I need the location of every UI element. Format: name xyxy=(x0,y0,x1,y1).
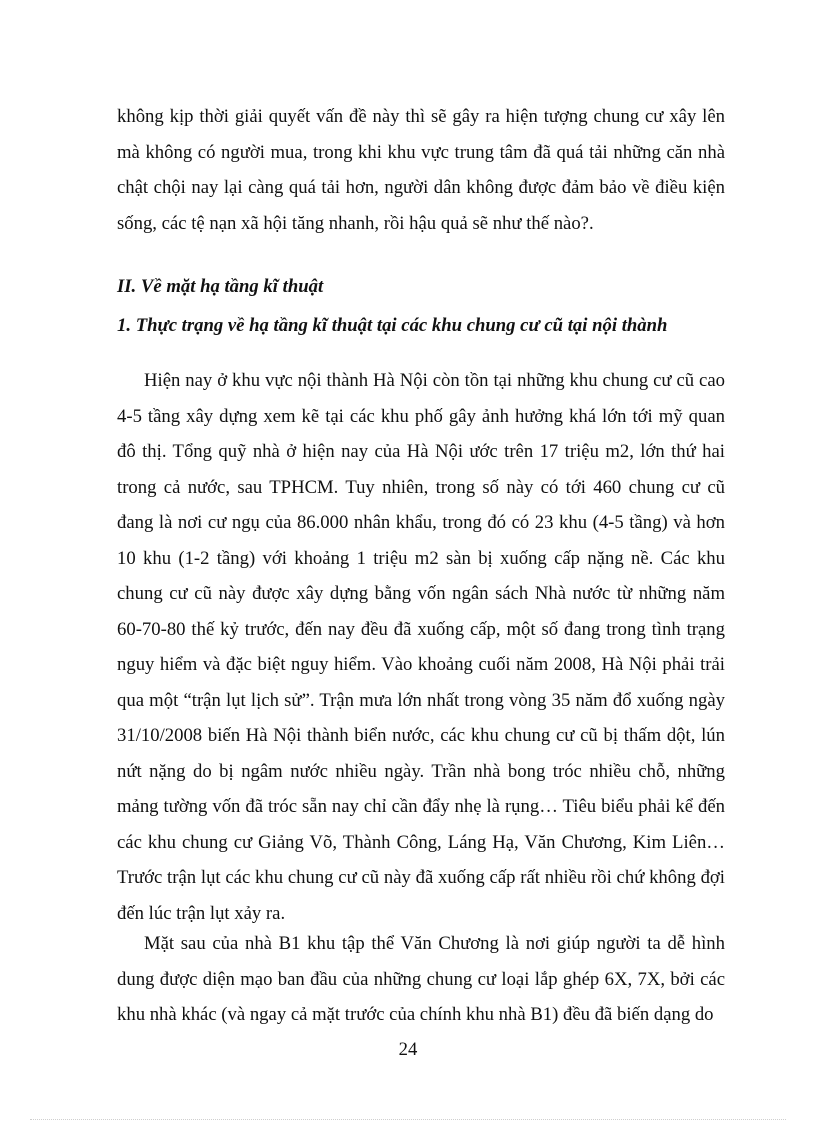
page-bottom-divider xyxy=(30,1119,786,1120)
subsection-heading: 1. Thực trạng về hạ tầng kĩ thuật tại các khu chung cư cũ tại nội thành xyxy=(117,315,668,336)
paragraph-last: Mặt sau của nhà B1 khu tập thể Văn Chương là nơi giúp người ta dễ hình dung được diện mạo ban đầu của những chung cư loại lắp ghép 6X, 7X, bởi các khu nhà khác (và ngay cả mặt trước của chính khu nhà B1) đều đã biến dạng do xyxy=(117,933,725,1025)
section-heading: II. Về mặt hạ tầng kĩ thuật xyxy=(117,276,324,297)
page-number: 24 xyxy=(398,1039,418,1060)
paragraph-main: Hiện nay ở khu vực nội thành Hà Nội còn tồn tại những khu chung cư cũ cao 4-5 tầng xây dựng xem kẽ tại các khu phố gây ảnh hưởng khá lớn tới mỹ quan đô thị. Tổng quỹ nhà ở hiện nay của Hà Nội ước trên 17 triệu m2, lớn thứ hai trong cả nước, sau TPHCM. Tuy nhiên, trong số này có tới 460 chung cư cũ đang là nơi cư ngụ của 86.000 nhân khẩu, trong đó có 23 khu (4-5 tầng) và hơn 10 khu (1-2 tầng) với khoảng 1 triệu m2 sàn bị xuống cấp nặng nề. Các khu chung cư cũ này được xây dựng bằng vốn ngân sách Nhà nước từ những năm 60-70-80 thế kỷ trước, đến nay đều đã xuống cấp, một số đang trong tình trạng nguy hiểm và đặc biệt nguy hiểm. Vào khoảng cuối năm 2008, Hà Nội phải trải qua một “trận lụt lịch sử”. Trận mưa lớn nhất trong vòng 35 năm đổ xuống ngày 31/10/2008 biến Hà Nội thành biển nước, các khu chung cư cũ bị thấm dột, lún nứt nặng do bị ngâm nước nhiều ngày. Trần nhà bong tróc nhiều chỗ, những mảng tường vốn đã tróc sẵn nay chỉ cần đẩy nhẹ là rụng… Tiêu biểu phải kể đến các khu chung cư Giảng Võ, Thành Công, Láng Hạ, Văn Chương, Kim Liên…Trước trận lụt các khu chung cư cũ này đã xuống cấp rất nhiều rồi chứ không đợi đến lúc trận lụt xảy ra. xyxy=(117,370,725,924)
paragraph-continued: không kịp thời giải quyết vấn đề này thì sẽ gây ra hiện tượng chung cư xây lên mà không có người mua, trong khi khu vực trung tâm đã quá tải những căn nhà chật chội nay lại càng quá tải hơn, người dân không được đảm bảo về điều kiện sống, các tệ nạn xã hội tăng nhanh, rồi hậu quả sẽ như thế nào?. xyxy=(117,106,725,234)
